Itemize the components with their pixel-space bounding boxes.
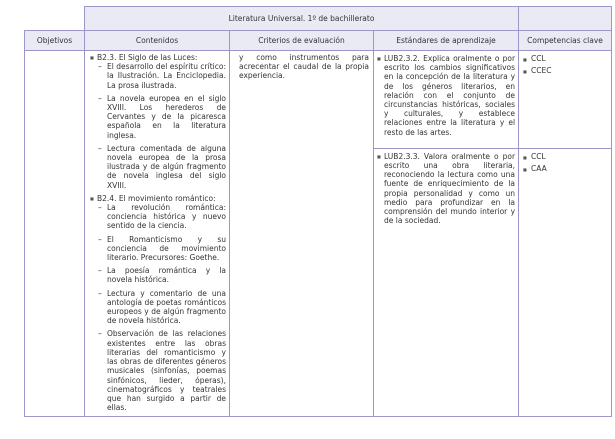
list-item: – Lectura comentada de alguna novela europea de la prosa ilustrada y de algún fragmento de novela inglesa del siglo XVIII. bbox=[107, 144, 226, 190]
empty-corner-cell bbox=[25, 7, 85, 31]
list-item: – El Romanticismo y su conciencia de movimiento literario. Precursores: Goethe. bbox=[107, 235, 226, 263]
estandar-cell-1 bbox=[374, 51, 519, 149]
header-objetivos: Objetivos bbox=[25, 31, 85, 51]
competencias-list-1 bbox=[519, 54, 611, 75]
header-estandares: Estándares de aprendizaje bbox=[374, 31, 519, 51]
contenidos-list bbox=[85, 53, 229, 412]
estandar-text-2: ■ LUB2.3.3. Valora oralmente o por escrito una obra literaria, reconociendo la lectura como una fuente de enriquecimiento de la propia personalidad y como un medio para profundizar en la comprensión del mundo interior y de la sociedad. bbox=[374, 149, 518, 226]
estandar-text-1: ■ LUB2.3.2. Explica oralmente o por escrito los cambios significativos en la concepción de la literatura y de los géneros literarios, en relación con el conjunto de circunstancias históricas, sociales y culturales, y establece relaciones entre la literatura y el resto de las artes. bbox=[374, 51, 518, 137]
criterios-cell bbox=[230, 51, 374, 417]
contenido-title-b23: B2.3. El Siglo de las Luces: bbox=[97, 53, 198, 62]
competencias-cell-1 bbox=[519, 51, 612, 149]
contenido-sublist-b23 bbox=[97, 62, 226, 190]
list-item: – Observación de las relaciones existentes entre las obras literarias del romanticismo y las obras de diferentes géneros musicales (sinfonías, poemas sinfónicos, lieder, óperas), cinematográficos y teatrales que han surgido a partir de ellas. bbox=[107, 329, 226, 412]
list-item: – La poesía romántica y la novela histórica. bbox=[107, 266, 226, 284]
header-criterios: Criterios de evaluación bbox=[230, 31, 374, 51]
objetivos-cell bbox=[25, 51, 85, 417]
competencias-cell-2 bbox=[519, 148, 612, 416]
competencia-badge: ■ CAA bbox=[523, 164, 611, 173]
header-row bbox=[25, 31, 612, 51]
list-item: – La revolución romántica: conciencia histórica y nuevo sentido de la ciencia. bbox=[107, 203, 226, 231]
competencia-badge: ■ CCL bbox=[523, 54, 611, 63]
curriculum-table bbox=[24, 6, 612, 417]
list-item: – Lectura y comentario de una antología de poetas románticos europeos y de algún fragmento de novela histórica. bbox=[107, 289, 226, 326]
table-row bbox=[25, 51, 612, 149]
header-contenidos: Contenidos bbox=[85, 31, 230, 51]
contenido-block-b23 bbox=[89, 53, 226, 190]
table-title: Literatura Universal. 1º de bachillerato bbox=[85, 7, 519, 31]
competencia-badge: ■ CCL bbox=[523, 152, 611, 161]
contenido-block-b24 bbox=[89, 194, 226, 412]
empty-title-cell bbox=[519, 7, 612, 31]
title-row bbox=[25, 7, 612, 31]
header-competencias: Competencias clave bbox=[519, 31, 612, 51]
contenido-sublist-b24 bbox=[97, 203, 226, 412]
contenidos-cell bbox=[85, 51, 230, 417]
criterio-text: y como instrumentos para acrecentar el caudal de la propia experiencia. bbox=[239, 53, 369, 81]
contenido-title-b24: B2.4. El movimiento romántico: bbox=[97, 193, 216, 203]
list-item: – La novela europea en el siglo XVIII. Los herederos de Cervantes y de la picaresca española en la literatura inglesa. bbox=[107, 94, 226, 140]
competencia-badge: ■ CCEC bbox=[523, 66, 611, 75]
estandar-cell-2 bbox=[374, 148, 519, 416]
list-item: – El desarrollo del espíritu crítico: la Ilustración. La Enciclopedia. La prosa ilustrada. bbox=[107, 62, 226, 90]
competencias-list-2 bbox=[519, 152, 611, 173]
